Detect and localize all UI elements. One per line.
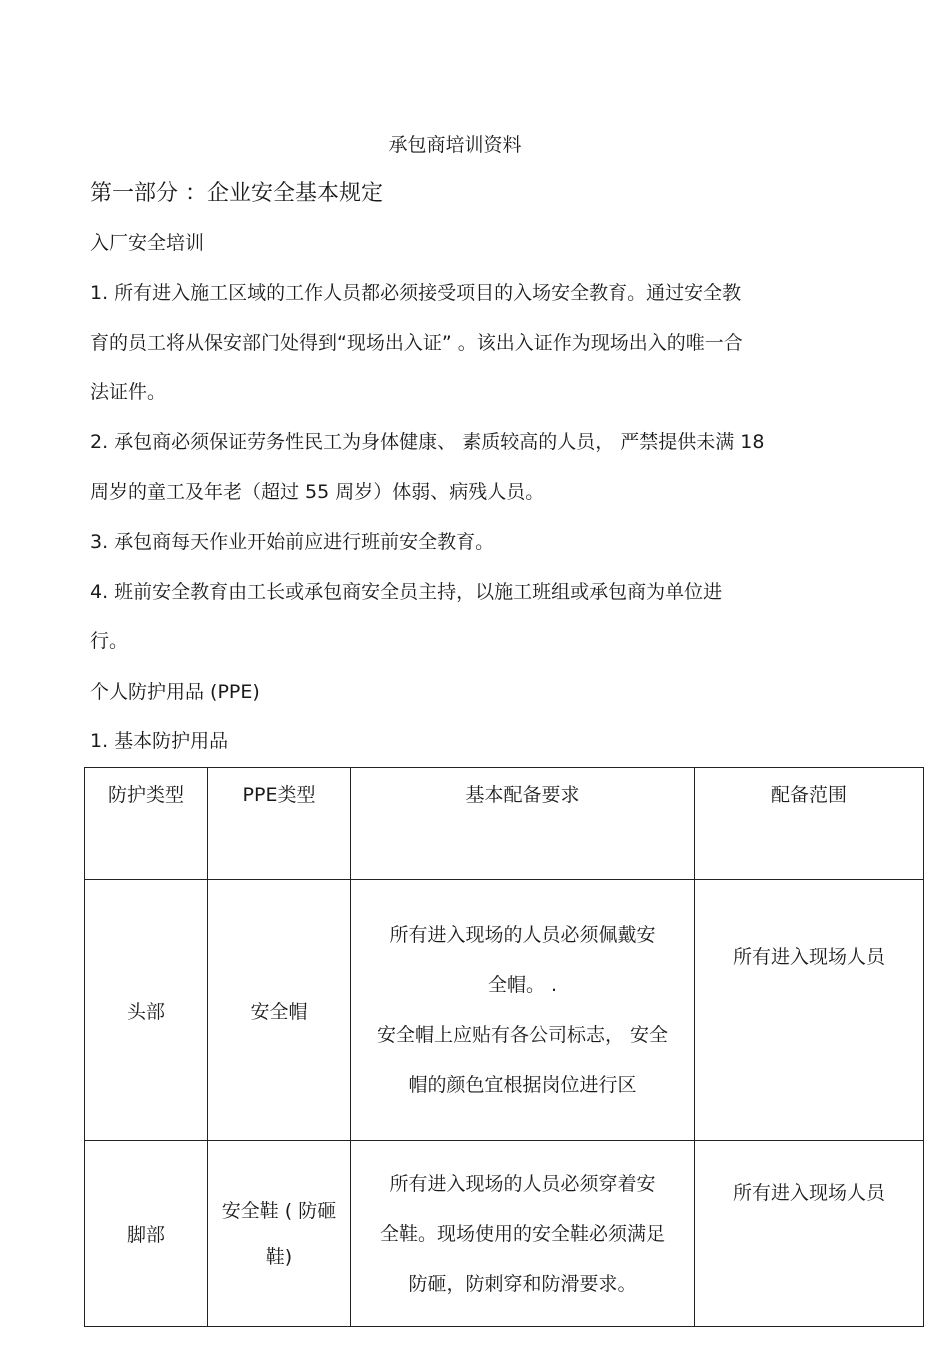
protection-type-cell: 脚部 [85, 1141, 208, 1327]
paragraph-line: 行。 [90, 630, 129, 652]
requirement-line: 所有进入现场的人员必须穿着安 [389, 1172, 656, 1195]
paragraph-line: 2. 承包商必须保证劳务性民工为身体健康、 素质较高的人员， 严禁提供未满 18 [90, 431, 765, 453]
requirement-line: 帽的颜色宜根据岗位进行区 [408, 1074, 637, 1096]
requirement-cell [351, 1141, 695, 1327]
ppe-type-cell: 安全帽 [208, 880, 351, 1141]
paragraph-line: 法证件。 [90, 381, 167, 403]
table-row [85, 1141, 924, 1327]
table-header-row [85, 768, 924, 880]
ppe-type-line: 鞋) [265, 1245, 293, 1268]
table-header-cell: 防护类型 [85, 768, 208, 880]
requirement-line: 所有进入现场的人员必须佩戴安 [389, 924, 656, 946]
scope-cell: 所有进入现场人员 [695, 1141, 924, 1327]
requirement-line: 安全帽上应贴有各公司标志， 安全 [376, 1024, 669, 1046]
paragraph-line: 3. 承包商每天作业开始前应进行班前安全教育。 [90, 531, 495, 553]
table-header-cell: 基本配备要求 [351, 768, 695, 880]
table-header-cell: 配备范围 [695, 768, 924, 880]
scope-cell: 所有进入现场人员 [695, 880, 924, 1141]
paragraph-line: 周岁的童工及年老（超过 55 周岁）体弱、病残人员。 [90, 481, 545, 503]
section-heading-entry-training: 入厂安全培训 [90, 232, 205, 254]
document-title: 承包商培训资料 [388, 134, 522, 156]
subsection-heading-basic-ppe: 1. 基本防护用品 [90, 730, 229, 752]
table-header-cell: PPE类型 [208, 768, 351, 880]
ppe-type-cell [208, 1141, 351, 1327]
ppe-table [84, 767, 924, 1327]
ppe-type-line: 安全鞋 ( 防砸 [221, 1199, 337, 1222]
requirement-line: 全帽。 . [487, 974, 558, 996]
requirement-cell [351, 880, 695, 1141]
protection-type-cell: 头部 [85, 880, 208, 1141]
paragraph-line: 4. 班前安全教育由工长或承包商安全员主持，以施工班组或承包商为单位进 [90, 581, 723, 603]
paragraph-line: 1. 所有进入施工区域的工作人员都必须接受项目的入场安全教育。通过安全教 [90, 282, 742, 304]
table-row [85, 880, 924, 1141]
requirement-line: 全鞋。现场使用的安全鞋必须满足 [379, 1222, 665, 1245]
requirement-line: 防砸，防刺穿和防滑要求。 [408, 1272, 637, 1295]
section-heading-ppe: 个人防护用品 (PPE) [90, 681, 260, 703]
paragraph-line: 育的员工将从保安部门处得到“现场出入证” 。该出入证作为现场出入的唯一合 [90, 332, 743, 354]
part-heading: 第一部分 ：企业安全基本规定 [90, 181, 383, 206]
